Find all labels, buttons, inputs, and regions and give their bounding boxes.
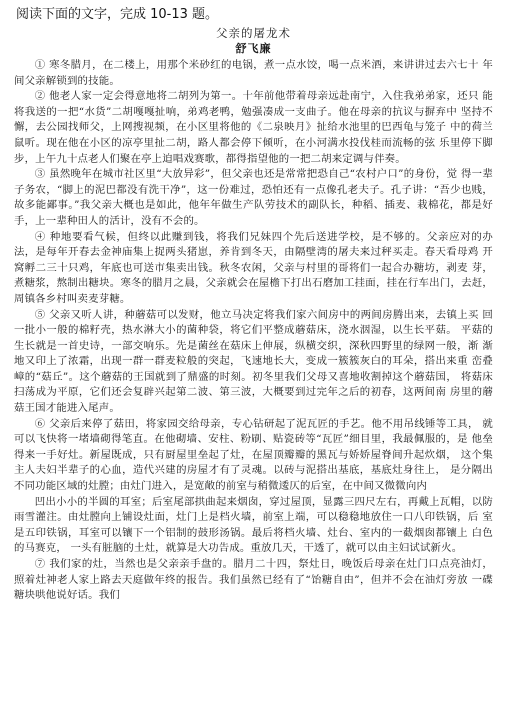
question-instruction: 阅读下面的文字，完成 10-13 题。 [16, 7, 219, 22]
paragraph-1: ① 寒冬腊月，在二楼上，用那个米砂红的电锅，煮一点水饺，喝一点米酒，来讲讲过去六七十 年间父亲解锁到的技能。 [14, 59, 493, 87]
paragraph-2: ② 他老人家一定会得意地将二胡列为第一。十年前他带着母亲远赴南宁，入住我弟弟家，还只 能将我送的一把“水货”二胡嘎嘎扯响，弟鸡老鸭，勉强凑成一支曲子。他在母亲的抗议与摒弃中 坚持不懈，去公园找师父，上网搜视频，在小区里将他的《二泉映月》扯给水池里的巴西龟与笼子 中的荷兰鼠听。现在他在小区的凉亭里扯二胡，路人都会停下倾听，在小河满水投伐桂而流畅的弦 乐里停下脚步，上午九十点老人们聚在亭上迫唱戏赛歌，都得指望他的一把二胡来定调与伴奏。 [14, 90, 493, 165]
paragraph-4: ④ 种地要看气候，但终以此赚到钱，将我们兄妹四个先后送进学校，是不够的。父亲应对的办 法，是每年开春去金神庙集上捉两头猪崽，养肯到冬天，由隔壁湾的屠夫来过秤买走。春天看母鸡 开窝孵二三十只鸡，年底也可送市集卖出钱。秋冬农闲，父亲与村里的哥将们一起合办糖坊，剥麦 芽，煮糖浆，熬制出糖块。寒冬的腊月之晨，父亲就会在屋檐下打出石磨加工挂面，挂在行车出门，去赶，周镇各乡村叫卖麦芽糖。 [14, 230, 493, 305]
article-author: 舒飞廉 [235, 42, 272, 55]
paragraph-6-continued: 凹出小小的半圆的耳室；后室尾部拱曲起来烟囱，穿过屋顶，显露三四尺左右，再戴上瓦帽，以防雨雪灌注。由灶膛向上铺设灶面，灶门上是档火墙，前室上端，可以稳稳地放住一口八印铁锅，后 室是五印铁锅，耳室可以镶下一个铝制的鼓形汤锅。最后将档火墙、灶台、室内的一截烟囱都镶上 白色的马赛克， 一头有脏脑的土灶，就算是大功告成。重放几天，干透了，就可以由主妇试试新火。 [14, 495, 493, 555]
paragraph-7: ⑦ 我们家的灶，当然也是父亲亲手盘的。腊月二十四，祭灶日，晚饭后母亲在灶门口点亮油灯， 照着灶神老人家上路去天庭做年终的报告。我们虽然已经有了“饴糖自由”，但并不会在油灯旁放 一碟糖块哄他说好话。我们 [14, 558, 493, 602]
article-title: 父亲的屠龙术 [216, 26, 291, 40]
paragraph-5: ⑤ 父亲又听人讲，种蘑菇可以发财，他立马决定将我们家六间房中的两间房腾出来，去镇上买 回一批小一般的棉籽壳，热水淋大小的菌种袋，将它们平整成蘑菇床，浇水洇湿，以生长平菇。 平菇的 生长就是一首史诗，一部交响乐。先是菌丝在菇床上伸展，纵横交织，深秋四野里的绿网一般，渐 渐地又印上了浓霜，出现一群一群麦粒般的突起，飞速地长大，变成一簇簇灰白的耳朵，搭出来重 峦叠嶂的“菇丘”。这个蘑菇的王国就到了鼎盛的时刻。初冬里我们父母又喜地收割掉这个蘑菇国， 将菇床扫荡成为平原，它们还会复辟兴起第二波、第三波，大概要到过完年之后的初春，这两间南 房里的蘑菇王国才能进入尾声。 [14, 308, 493, 415]
paragraph-3: ③ 虽然晚年在城市社区里“大放异彩”，但父亲也还是常常把恐自己“农村户口”的身份，觉 得一辈子务农，“脚上的泥巴都没有洗干净”，这一份难过，恐怕还有一点像孔老夫子。孔子讲：“吾少也贱，故多能鄙事。”我父亲大概也是如此，他年年做生产队劳技术的副队长，种稻、插麦、栽棉花，都是好手，上一辈种田人的活计，没有不会的。 [14, 168, 493, 227]
paragraph-6: ⑥ 父亲后来停了菇田，将家园交给母亲，专心钻研起了泥瓦匠的手艺。他不用吊线锤等工具， 就可以飞快将一堵墙砌得笔直。在他砌墙、安柱、粉刷、贴瓷砖等“瓦匠”细目里，我最佩服的，是 他垒得来一手好灶。新屋既成，只有厨屋里垒起了灶，在屋顶瓣瓣的黑瓦与娇娇屋脊间升起炊烟， 这个集主人夫妇半辈子的心血，造代兴建的房屋才有了灵魂。以砖与泥搭出基底，基底灶身往上， 是分隔出不同功能区域的灶膛；由灶门进入，是宽敞的前室与稍微逶仄的后室，在中间又微微向内 [14, 417, 493, 493]
